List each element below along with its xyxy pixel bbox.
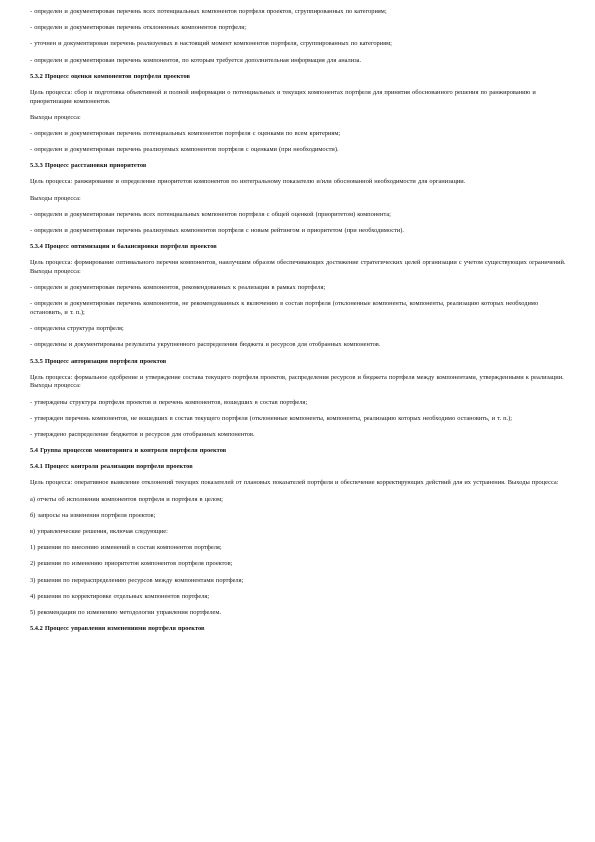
paragraph: б) запросы на изменения портфеля проектов; — [30, 511, 156, 519]
document-page — [30, 8, 568, 641]
section-heading: 5.4.1 Процесс контроля реализации портфеля проектов — [30, 463, 193, 471]
paragraph: Цель процесса: оперативное выявление отклонений текущих показателей от плановых показателей портфеля и обеспечение корректирующих действий для их устранения. Выходы процесса: — [30, 479, 559, 487]
paragraph: - утверждены структура портфеля проектов и перечень компонентов, вошедших в состав портфеля; — [30, 398, 308, 406]
paragraph: - определен и документирован перечень компонентов, рекомендованных к реализации в рамках портфеля; — [30, 284, 326, 292]
paragraph: - определен и документирован перечень компонентов, не рекомендованных к включению в состав портфеля (отклоненные компоненты, компоненты, реализацию которых необходимо остановить, и т. п.); — [30, 300, 539, 316]
paragraph: Выходы процесса: — [30, 113, 81, 121]
section-heading: 5.3.2 Процесс оценки компонентов портфеля проектов — [30, 72, 190, 80]
section-heading: 5.4 Группа процессов мониторинга и контроля портфеля проектов — [30, 447, 227, 455]
paragraph: 5) рекомендации по изменению методологии управления портфелем. — [30, 608, 222, 616]
section-heading: 5.3.5 Процесс авторизации портфеля проектов — [30, 357, 167, 365]
paragraph: - утвержден перечень компонентов, не вошедших в состав текущего портфеля (отклоненные компоненты, компоненты, реализацию которых необходимо остановить, и т. п.); — [30, 414, 513, 422]
section-heading: 5.3.3 Процесс расстановки приоритетов — [30, 162, 147, 170]
paragraph: Цель процесса: ранжирование и определение приоритетов компонентов по интегральному показателю и/или обоснованной необходимости для организации. — [30, 178, 466, 186]
paragraph: в) управленческие решения, включая следующие: — [30, 528, 168, 535]
section-heading: 5.3.4 Процесс оптимизации и балансировки портфеля проектов — [30, 243, 217, 251]
paragraph: - определен и документирован перечень потенциальных компонентов портфеля с оценками по всем критериям; — [30, 129, 341, 137]
paragraph: 3) решения по перераспределению ресурсов между компонентами портфеля; — [30, 576, 244, 584]
paragraph: - определены и документированы результаты укрупненного распределения бюджета и ресурсов для отобранных компонентов. — [30, 341, 381, 349]
paragraph: - определен и документирован перечень всех потенциальных компонентов портфеля проектов, сгруппированных по категориям; — [30, 8, 387, 15]
paragraph: Цель процесса: сбор и подготовка объективной и полной информации о потенциальных и текущих компонентах портфеля для принятия обоснованного решения по ранжированию и приоритизации компонентов. — [30, 88, 536, 105]
paragraph: 2) решения по изменению приоритетов компонентов портфеля проектов; — [30, 560, 233, 568]
paragraph: Выходы процесса: — [30, 194, 81, 202]
paragraph: Цель процесса: формирование оптимального перечня компонентов, наилучшим образом обеспечивающих достижение стратегических целей организации с учетом существующих ограничений. Выходы процесса: — [30, 259, 566, 275]
paragraph: - определен и документирован перечень отклоненных компонентов портфеля; — [30, 24, 246, 32]
paragraph: 1) решения по внесению изменений в состав компонентов портфеля; — [30, 544, 222, 552]
paragraph: Цель процесса: формальное одобрение и утверждение состава текущего портфеля проектов, распределения ресурсов и бюджета портфеля между компонентами, утвержденными к реализации. Выходы процесса: — [30, 373, 564, 390]
paragraph: - определена структура портфеля; — [30, 325, 124, 333]
paragraph: - определен и документирован перечень компонентов, по которым требуется дополнительная информация для анализа. — [30, 56, 362, 64]
paragraph: - определен и документирован перечень реализуемых компонентов портфеля с оценками (при необходимости). — [30, 146, 339, 154]
paragraph: - определен и документирован перечень всех потенциальных компонентов портфеля с общей оценкой (приоритетом) компонента; — [30, 210, 391, 218]
paragraph: - определен и документирован перечень реализуемых компонентов портфеля с новым рейтингом и приоритетом (при необходимости). — [30, 227, 405, 235]
paragraph: а) отчеты об исполнении компонентов портфеля и портфеля в целом; — [30, 495, 223, 503]
paragraph: - утверждено распределение бюджетов и ресурсов для отобранных компонентов. — [30, 430, 255, 438]
paragraph: - уточнен и документирован перечень реализуемых в настоящий момент компонентов портфеля, сгруппированных по категориям; — [30, 40, 392, 48]
section-heading: 5.4.2 Процесс управления изменениями портфеля проектов — [30, 625, 205, 633]
paragraph: 4) решения по корректировке отдельных компонентов портфеля; — [30, 592, 210, 600]
